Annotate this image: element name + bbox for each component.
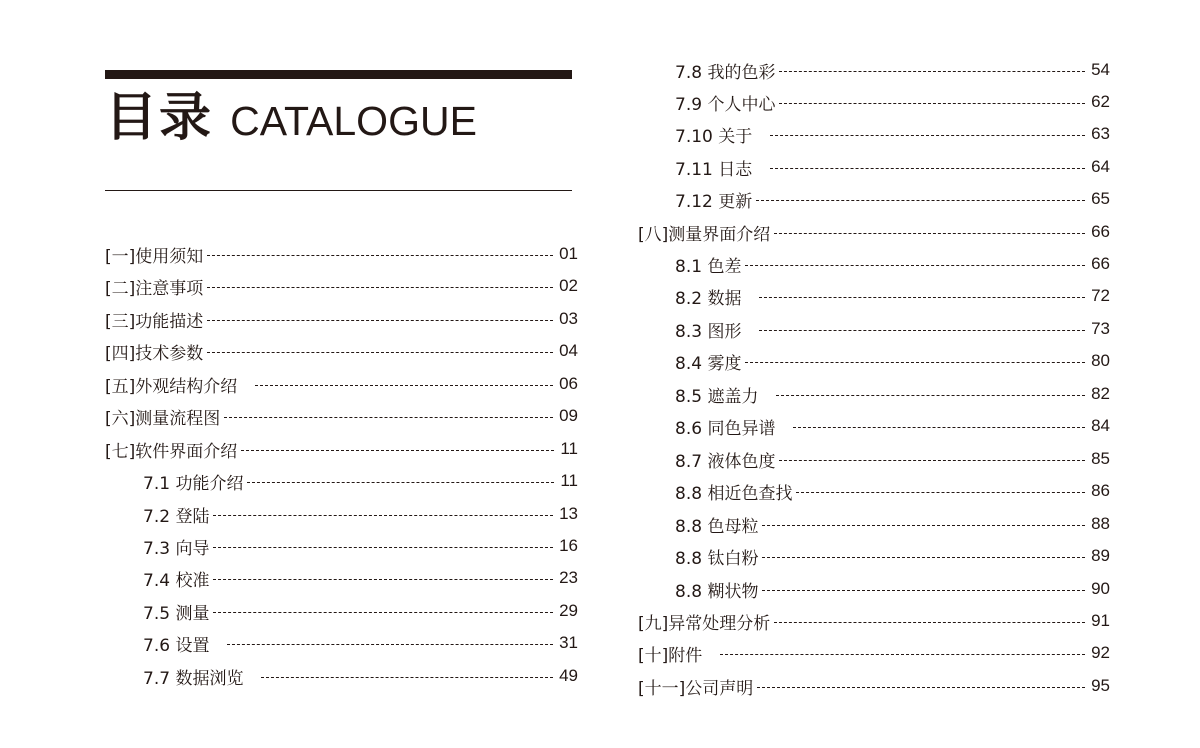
toc-entry-label: [一]使用须知 <box>105 246 204 267</box>
toc-entry-label: [十一]公司声明 <box>638 678 754 699</box>
toc-dot-leader <box>255 385 553 386</box>
toc-entry-label: 7.2 登陆 <box>143 506 210 527</box>
title-divider <box>105 190 572 191</box>
toc-entry-label: [八]测量界面介绍 <box>638 224 771 245</box>
toc-dot-leader <box>207 287 553 288</box>
toc-entry-page-number: 54 <box>1091 60 1110 79</box>
toc-entry[interactable] <box>675 577 1110 601</box>
toc-entry[interactable] <box>143 599 578 623</box>
toc-entry-page-number: 23 <box>559 568 578 587</box>
toc-dot-leader <box>774 622 1085 623</box>
toc-entry-page-number: 88 <box>1091 514 1110 533</box>
toc-dot-leader <box>745 265 1085 266</box>
toc-entry-page-number: 85 <box>1091 449 1110 468</box>
toc-entry-label: [五]外观结构介绍 <box>105 376 238 397</box>
toc-entry-label: 7.4 校准 <box>143 570 210 591</box>
toc-dot-leader <box>207 320 553 321</box>
toc-entry-page-number: 31 <box>559 633 578 652</box>
toc-entry-label: 8.6 同色异谱 <box>675 418 776 439</box>
toc-dot-leader <box>227 644 553 645</box>
toc-entry-page-number: 65 <box>1091 189 1110 208</box>
toc-dot-leader <box>757 687 1085 688</box>
toc-entry[interactable] <box>638 641 1110 665</box>
toc-entry-label: 7.3 向导 <box>143 538 210 559</box>
toc-entry[interactable] <box>675 58 1110 82</box>
toc-entry-page-number: 16 <box>559 536 578 555</box>
toc-entry-label: [七]软件界面介绍 <box>105 441 238 462</box>
toc-entry-label: 8.1 色差 <box>675 256 742 277</box>
toc-entry[interactable] <box>105 372 578 396</box>
toc-entry-label: 7.6 设置 <box>143 635 210 656</box>
toc-entry-label: 7.7 数据浏览 <box>143 668 244 689</box>
toc-entry-label: 8.8 色母粒 <box>675 516 759 537</box>
toc-entry[interactable] <box>675 155 1110 179</box>
toc-dot-leader <box>224 417 553 418</box>
toc-entry-label: 8.4 雾度 <box>675 353 742 374</box>
toc-entry-page-number: 62 <box>1091 92 1110 111</box>
toc-entry[interactable] <box>143 664 578 688</box>
toc-dot-leader <box>759 297 1085 298</box>
toc-entry-label: [四]技术参数 <box>105 343 204 364</box>
toc-entry-page-number: 06 <box>559 374 578 393</box>
toc-entry-label: 7.5 测量 <box>143 603 210 624</box>
toc-entry-page-number: 92 <box>1091 643 1110 662</box>
toc-entry[interactable] <box>105 339 578 363</box>
toc-entry-page-number: 86 <box>1091 481 1110 500</box>
toc-entry[interactable] <box>675 252 1110 276</box>
toc-entry-label: [十]附件 <box>638 645 703 666</box>
toc-entry-label: 8.7 液体色度 <box>675 451 776 472</box>
toc-entry-page-number: 13 <box>559 504 578 523</box>
toc-entry-page-number: 03 <box>559 309 578 328</box>
toc-dot-leader <box>770 168 1085 169</box>
toc-entry[interactable] <box>143 469 578 493</box>
toc-dot-leader <box>770 135 1085 136</box>
toc-entry[interactable] <box>143 566 578 590</box>
toc-entry-page-number: 01 <box>559 244 578 263</box>
toc-entry-label: 8.8 钛白粉 <box>675 548 759 569</box>
toc-entry[interactable] <box>105 404 578 428</box>
toc-entry-label: 8.8 糊状物 <box>675 581 759 602</box>
toc-dot-leader <box>213 547 553 548</box>
toc-entry[interactable] <box>675 544 1110 568</box>
toc-entry-label: [六]测量流程图 <box>105 408 221 429</box>
toc-entry-page-number: 90 <box>1091 579 1110 598</box>
toc-entry-page-number: 64 <box>1091 157 1110 176</box>
toc-entry-page-number: 91 <box>1091 611 1110 630</box>
toc-dot-leader <box>213 612 553 613</box>
toc-entry-page-number: 63 <box>1091 124 1110 143</box>
toc-dot-leader <box>774 233 1085 234</box>
toc-entry[interactable] <box>675 512 1110 536</box>
toc-entry-page-number: 49 <box>559 666 578 685</box>
toc-entry-label: [二]注意事项 <box>105 278 204 299</box>
title-english: CATALOGUE <box>230 98 477 144</box>
toc-entry-label: 7.12 更新 <box>675 191 753 212</box>
toc-entry-page-number: 04 <box>559 341 578 360</box>
toc-entry-page-number: 82 <box>1091 384 1110 403</box>
toc-dot-leader <box>759 330 1085 331</box>
toc-dot-leader <box>796 492 1085 493</box>
toc-entry[interactable] <box>675 479 1110 503</box>
toc-entry[interactable] <box>675 90 1110 114</box>
toc-entry-label: [三]功能描述 <box>105 311 204 332</box>
toc-dot-leader <box>779 460 1085 461</box>
toc-entry[interactable] <box>105 274 578 298</box>
toc-entry[interactable] <box>675 447 1110 471</box>
toc-dot-leader <box>213 579 553 580</box>
toc-entry-page-number: 73 <box>1091 319 1110 338</box>
toc-entry-page-number: 95 <box>1091 676 1110 695</box>
toc-dot-leader <box>241 450 554 451</box>
toc-entry-label: 7.8 我的色彩 <box>675 62 776 83</box>
toc-entry-page-number: 11 <box>560 439 578 458</box>
toc-dot-leader <box>207 255 553 256</box>
toc-entry-page-number: 09 <box>559 406 578 425</box>
toc-entry[interactable] <box>675 284 1110 308</box>
toc-entry[interactable] <box>143 631 578 655</box>
toc-entry[interactable] <box>143 502 578 526</box>
toc-dot-leader <box>207 352 553 353</box>
toc-entry-page-number: 02 <box>559 276 578 295</box>
page-title <box>105 88 477 148</box>
toc-entry[interactable] <box>105 307 578 331</box>
toc-entry-label: 7.1 功能介绍 <box>143 473 244 494</box>
toc-entry[interactable] <box>638 609 1110 633</box>
toc-dot-leader <box>779 71 1085 72</box>
toc-entry[interactable] <box>675 349 1110 373</box>
toc-entry-page-number: 72 <box>1091 286 1110 305</box>
toc-entry-page-number: 89 <box>1091 546 1110 565</box>
toc-dot-leader <box>776 395 1085 396</box>
header-top-bar <box>105 70 572 79</box>
toc-entry[interactable] <box>675 317 1110 341</box>
toc-dot-leader <box>247 482 554 483</box>
toc-dot-leader <box>261 677 553 678</box>
toc-entry-page-number: 11 <box>560 471 578 490</box>
toc-entry-label: 8.8 相近色查找 <box>675 483 793 504</box>
toc-entry[interactable] <box>143 534 578 558</box>
toc-entry-label: 7.11 日志 <box>675 159 753 180</box>
toc-entry-label: 7.10 关于 <box>675 126 753 147</box>
toc-entry[interactable] <box>105 437 578 461</box>
toc-dot-leader <box>762 525 1085 526</box>
toc-entry[interactable] <box>675 382 1110 406</box>
toc-entry-label: 8.5 遮盖力 <box>675 386 759 407</box>
toc-dot-leader <box>745 362 1085 363</box>
toc-entry-label: [九]异常处理分析 <box>638 613 771 634</box>
toc-entry-page-number: 80 <box>1091 351 1110 370</box>
toc-entry-label: 7.9 个人中心 <box>675 94 776 115</box>
toc-dot-leader <box>213 515 553 516</box>
toc-entry-label: 8.3 图形 <box>675 321 742 342</box>
toc-entry[interactable] <box>105 242 578 266</box>
toc-entry-page-number: 66 <box>1091 222 1110 241</box>
toc-dot-leader <box>793 427 1085 428</box>
title-chinese: 目录 <box>105 88 214 148</box>
toc-dot-leader <box>756 200 1085 201</box>
toc-entry-label: 8.2 数据 <box>675 288 742 309</box>
toc-entry[interactable] <box>638 674 1110 698</box>
toc-entry[interactable] <box>675 122 1110 146</box>
toc-dot-leader <box>762 590 1085 591</box>
toc-dot-leader <box>779 103 1085 104</box>
toc-entry[interactable] <box>638 220 1110 244</box>
toc-entry[interactable] <box>675 187 1110 211</box>
toc-dot-leader <box>762 557 1085 558</box>
toc-dot-leader <box>720 654 1085 655</box>
toc-entry-page-number: 66 <box>1091 254 1110 273</box>
toc-entry-page-number: 29 <box>559 601 578 620</box>
toc-entry-page-number: 84 <box>1091 416 1110 435</box>
toc-entry[interactable] <box>675 414 1110 438</box>
